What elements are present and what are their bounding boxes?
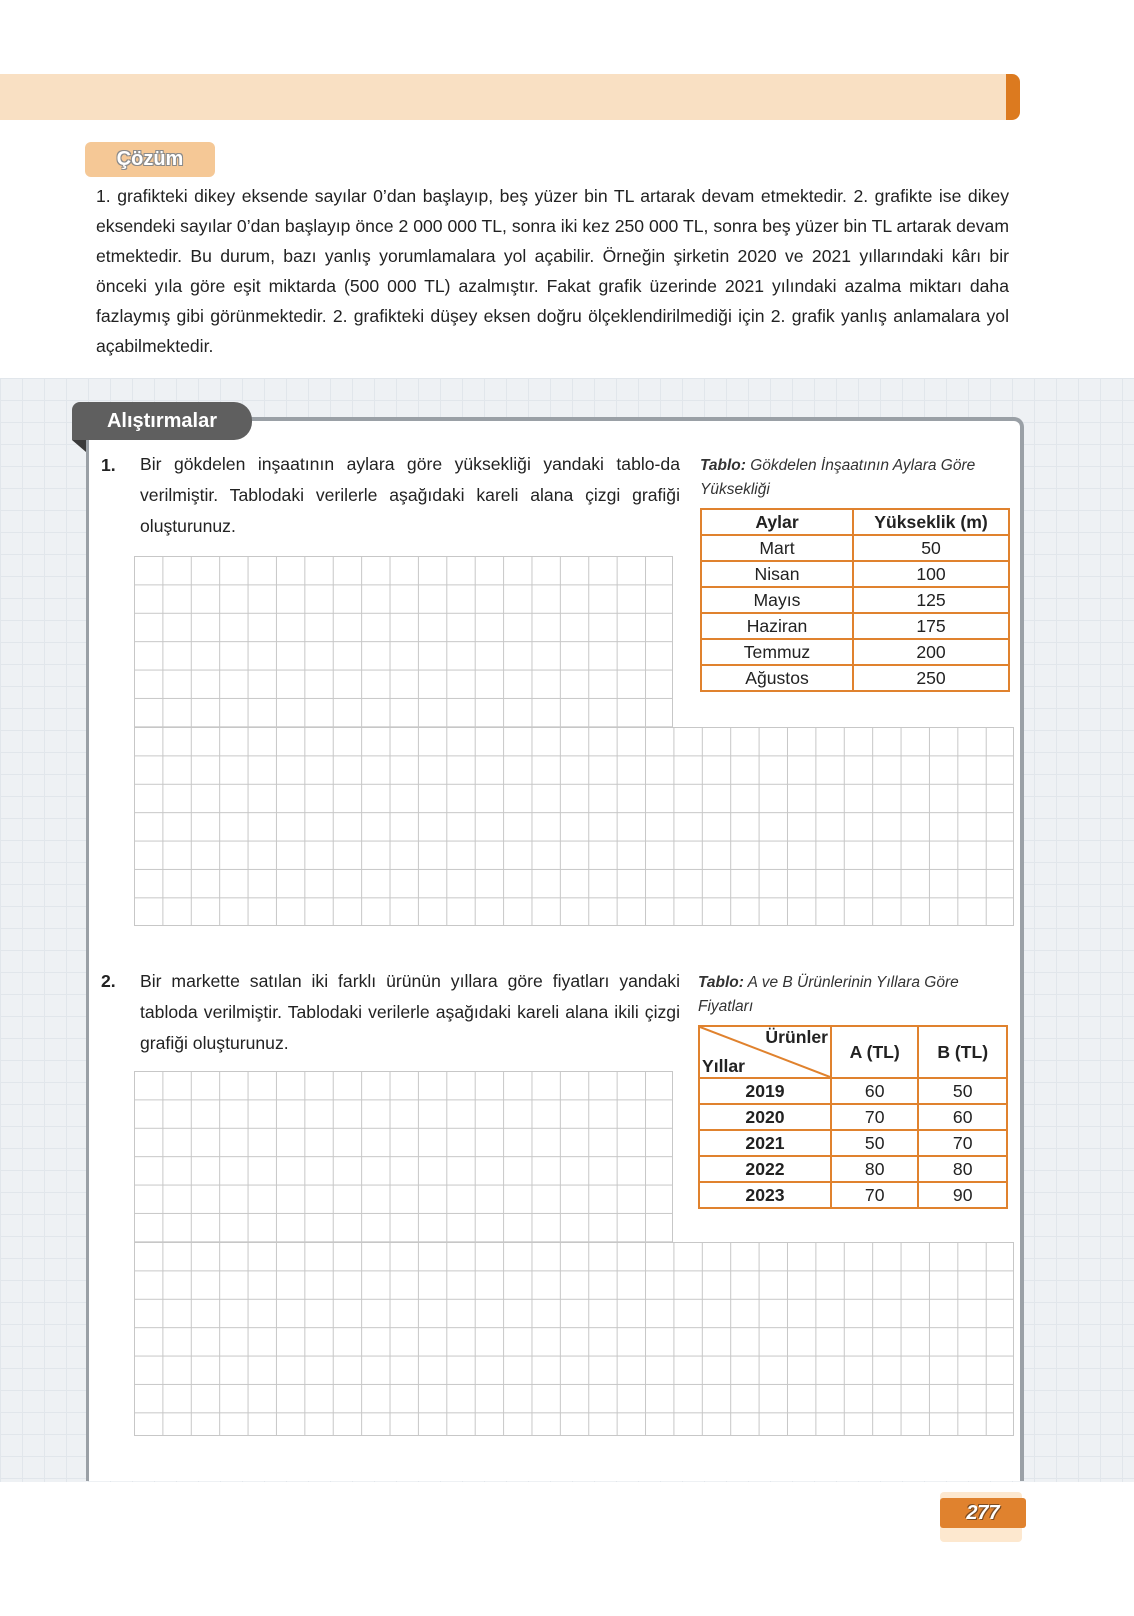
table-cell: Ağustos [701, 665, 853, 691]
question-1-number: 1. [101, 455, 116, 475]
table-cell: 200 [853, 639, 1009, 665]
solution-label: Çözüm [85, 142, 215, 177]
header-band [0, 74, 1006, 120]
table-cell: 70 [831, 1182, 918, 1208]
caption-text: Gökdelen İnşaatının Aylara Göre Yüksekliği [700, 457, 976, 498]
question-2-text: Bir markette satılan iki farklı ürünün yıllara göre fiyatları yandaki tabloda verilmiştir. Tablodaki verilerle aşağıdaki kareli alana ikili çizgi grafiği oluşturunuz. [140, 971, 680, 1053]
caption-prefix: Tablo: [698, 974, 744, 991]
table-row [699, 1130, 1007, 1156]
table-row [699, 1182, 1007, 1208]
corner-years-label: Yıllar [702, 1056, 746, 1076]
table-cell: Nisan [701, 561, 853, 587]
table-row [701, 561, 1009, 587]
table-cell: 80 [831, 1156, 918, 1182]
table-cell: 100 [853, 561, 1009, 587]
table-cell: 125 [853, 587, 1009, 613]
table-row [699, 1104, 1007, 1130]
table-1 [700, 508, 1010, 692]
table-cell: 2023 [699, 1182, 831, 1208]
grid-2-bottom[interactable] [134, 1242, 1014, 1436]
grid-1-top[interactable] [134, 556, 673, 728]
corner-products-label: Ürünler [765, 1027, 828, 1047]
table-cell: 250 [853, 665, 1009, 691]
table-2-corner-header [699, 1026, 831, 1078]
caption-prefix: Tablo: [700, 457, 746, 474]
table-cell: Mart [701, 535, 853, 561]
table-cell: 80 [918, 1156, 1007, 1182]
question-2-number: 2. [101, 971, 116, 991]
table-2-header-a: A (TL) [831, 1026, 918, 1078]
grid-1-bottom[interactable] [134, 727, 1014, 926]
page-number: 277 [940, 1498, 1026, 1528]
table-2-header-b: B (TL) [918, 1026, 1007, 1078]
table-cell: Haziran [701, 613, 853, 639]
table-cell: Mayıs [701, 587, 853, 613]
table-cell: 60 [831, 1078, 918, 1104]
table-cell: 175 [853, 613, 1009, 639]
table-cell: Temmuz [701, 639, 853, 665]
table-cell: 50 [831, 1130, 918, 1156]
table-row [701, 639, 1009, 665]
table-cell: 2022 [699, 1156, 831, 1182]
exercises-label: Alıştırmalar [72, 402, 252, 440]
caption-text: A ve B Ürünlerinin Yıllara Göre Fiyatları [698, 974, 959, 1015]
table-cell: 50 [853, 535, 1009, 561]
table-row [701, 587, 1009, 613]
table-row [701, 535, 1009, 561]
table-cell: 2021 [699, 1130, 831, 1156]
header-tab [1006, 74, 1020, 120]
grid-2-top[interactable] [134, 1071, 673, 1243]
question-1-caption [700, 454, 1012, 502]
table-row [701, 665, 1009, 691]
table-row [699, 1078, 1007, 1104]
table-cell: 90 [918, 1182, 1007, 1208]
table-cell: 2020 [699, 1104, 831, 1130]
table-cell: 70 [918, 1130, 1007, 1156]
solution-text: 1. grafikteki dikey eksende sayılar 0’dan başlayıp, beş yüzer bin TL artarak devam etmektedir. 2. grafikte ise dikey eksendeki sayılar 0’dan başlayıp önce 2 000 000 TL, sonra iki kez 250 000 TL, sonra beş yüzer bin TL artarak devam etmektedir. Bu durum, bazı yanlış yorumlamalara yol açabilir. Örneğin şirketin 2020 ve 2021 yıllarındaki kârı bir önceki yıla göre eşit miktarda (500 000 TL) azalmıştır. Fakat grafik üzerinde 2021 yılındaki azalma miktarı daha fazlaymış gibi görünmektedir. 2. grafikteki düşey eksen doğru ölçeklendirilmediği için 2. grafik yanlış anlamalara yol açabilmektedir. [96, 186, 1009, 356]
table-row [699, 1156, 1007, 1182]
table-cell: 50 [918, 1078, 1007, 1104]
table-row [701, 613, 1009, 639]
table-2 [698, 1025, 1008, 1209]
table-cell: 2019 [699, 1078, 831, 1104]
question-2-caption [698, 971, 1010, 1019]
table-cell: 70 [831, 1104, 918, 1130]
table-1-header-height: Yükseklik (m) [853, 509, 1009, 535]
table-cell: 60 [918, 1104, 1007, 1130]
question-1-text: Bir gökdelen inşaatının aylara göre yüksekliği yandaki tablo-da verilmiştir. Tablodaki verilerle aşağıdaki kareli alana çizgi grafiği oluşturunuz. [140, 454, 680, 536]
label-fold [72, 440, 86, 452]
table-1-header-months: Aylar [701, 509, 853, 535]
